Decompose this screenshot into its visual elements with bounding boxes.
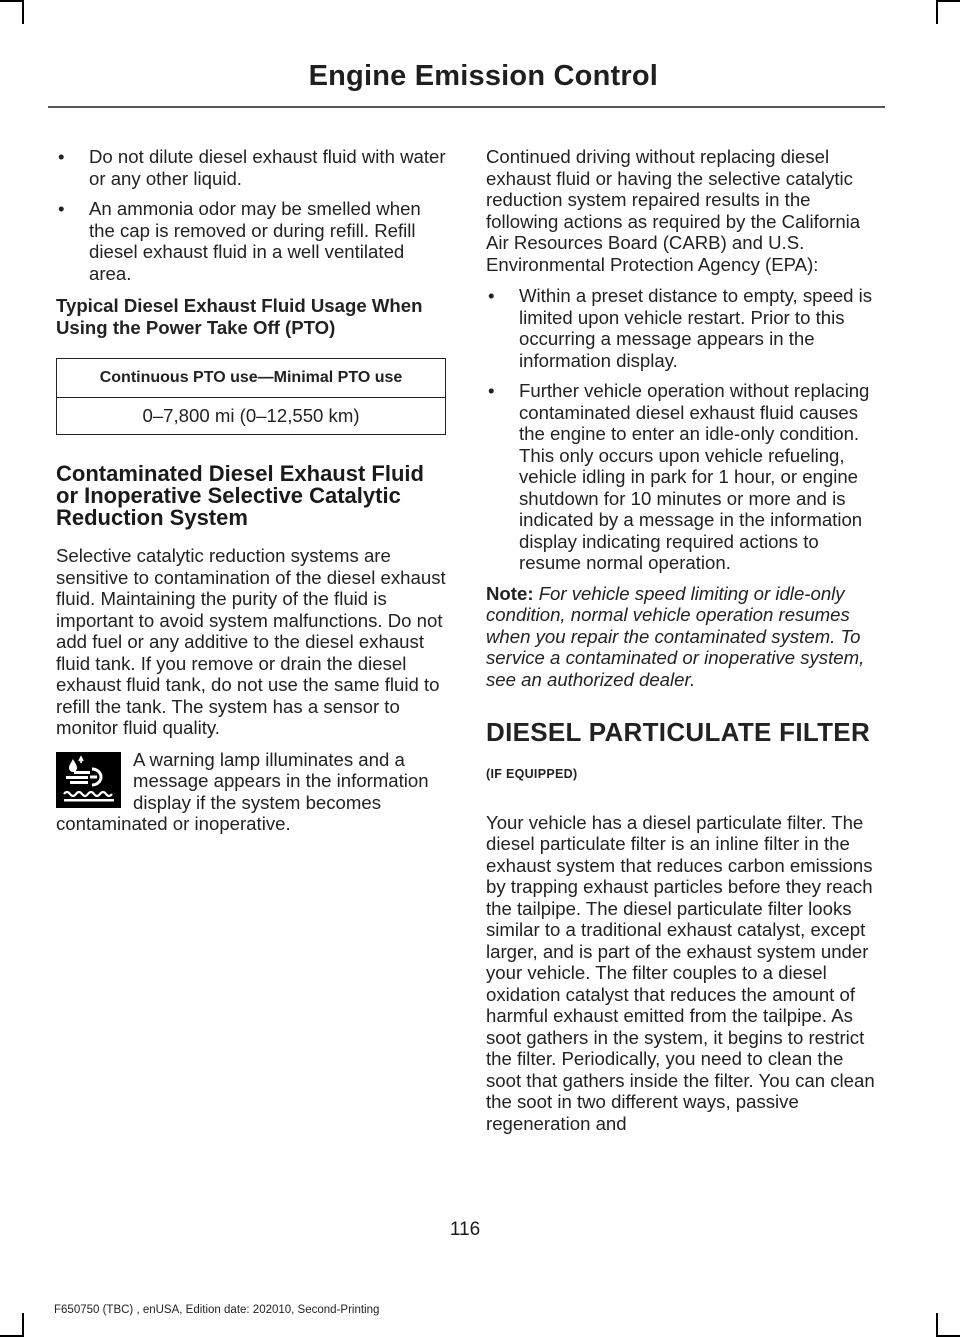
crop-mark [0, 0, 22, 2]
list-item: • An ammonia odor may be smelled when the cap is removed or during refill. Refill diesel exhaust fluid in a well ventilated area. [58, 198, 421, 284]
warning-lamp-block [56, 749, 446, 835]
pto-usage-table [56, 358, 446, 435]
crop-mark [22, 1313, 24, 1337]
list-item: • Do not dilute diesel exhaust fluid with water or any other liquid. [58, 146, 446, 189]
def-contamination-warning-icon [56, 752, 121, 808]
dpf-equipped-label: (IF EQUIPPED) [486, 767, 578, 781]
list-item: • Within a preset distance to empty, speed is limited upon vehicle restart. Prior to this occurring a message appears in the information display. [488, 285, 873, 371]
table-header-cell: Continuous PTO use—Minimal PTO use [57, 359, 446, 398]
crop-mark [22, 0, 24, 24]
bullet-icon: • [488, 380, 495, 401]
page-title: Engine Emission Control [308, 60, 658, 92]
precaution-list [56, 146, 446, 284]
crop-mark [936, 0, 938, 24]
footer-edition-text: F650750 (TBC) , enUSA, Edition date: 202010, Second-Printing [54, 1304, 380, 1316]
contaminated-def-heading: Contaminated Diesel Exhaust Fluid or Inoperative Selective Catalytic Reduction System [56, 461, 424, 530]
header-divider [48, 106, 885, 108]
crop-mark [936, 1313, 938, 1337]
crop-mark [938, 0, 960, 2]
bullet-icon: • [58, 198, 65, 219]
note-label: Note: [486, 582, 534, 604]
right-column [486, 146, 880, 1134]
dpf-paragraph: Your vehicle has a diesel particulate filter. The diesel particulate filter is an inline filter in the exhaust system that reduces carbon emissions by trapping exhaust particles before they reach the tailpipe. The diesel particulate filter looks similar to a traditional exhaust catalyst, except larger, and is part of the exhaust system under your vehicle. The filter couples to a diesel oxidation catalyst that reduces the amount of harmful exhaust emitted from the tailpipe. As soot gathers in the system, it begins to restrict the filter. Periodically, you need to clean the soot that gathers inside the filter. You can clean the soot in two different ways, passive regeneration and [486, 811, 875, 1134]
note-text: For vehicle speed limiting or idle-only condition, normal vehicle operation resumes when you repair the contaminated system. To service a contaminated or inoperative system, see an authorized dealer. [486, 582, 865, 690]
page-number: 116 [449, 1219, 481, 1240]
contamination-paragraph: Selective catalytic reduction systems are sensitive to contamination of the diesel exhaust fluid. Maintaining the purity of the fluid is important to avoid system malfunctions. Do not add fuel or any additive to the diesel exhaust fluid tank. If you remove or drain the diesel exhaust fluid tank, do not use the same fluid to refill the tank. The system has a sensor to monitor fluid quality. [56, 545, 446, 738]
note [486, 583, 880, 691]
warning-lamp-text: A warning lamp illuminates and a message appears in the information display if the system becomes contaminated or inoperative. [56, 748, 429, 834]
bullet-icon: • [488, 285, 495, 306]
bullet-icon: • [58, 146, 65, 167]
pto-usage-subheading: Typical Diesel Exhaust Fluid Usage When Using the Power Take Off (PTO) [56, 295, 423, 338]
dpf-heading: DIESEL PARTICULATE FILTER [486, 717, 871, 747]
table-cell: 0–7,800 mi (0–12,550 km) [57, 398, 446, 435]
consequence-paragraph: Continued driving without replacing diesel exhaust fluid or having the selective catalytic reduction system repaired results in the following actions as required by the California Air Resources Board (CARB) and U.S. Environmental Protection Agency (EPA): [486, 146, 861, 275]
left-column [56, 146, 446, 835]
list-item: • Further vehicle operation without replacing contaminated diesel exhaust fluid causes the engine to enter an idle-only condition. This only occurs upon vehicle refueling, vehicle idling in park for 1 hour, or engine shutdown for 10 minutes or more and is indicated by a message in the information display indicating required actions to resume normal operation. [488, 380, 870, 573]
consequence-list [486, 285, 880, 574]
